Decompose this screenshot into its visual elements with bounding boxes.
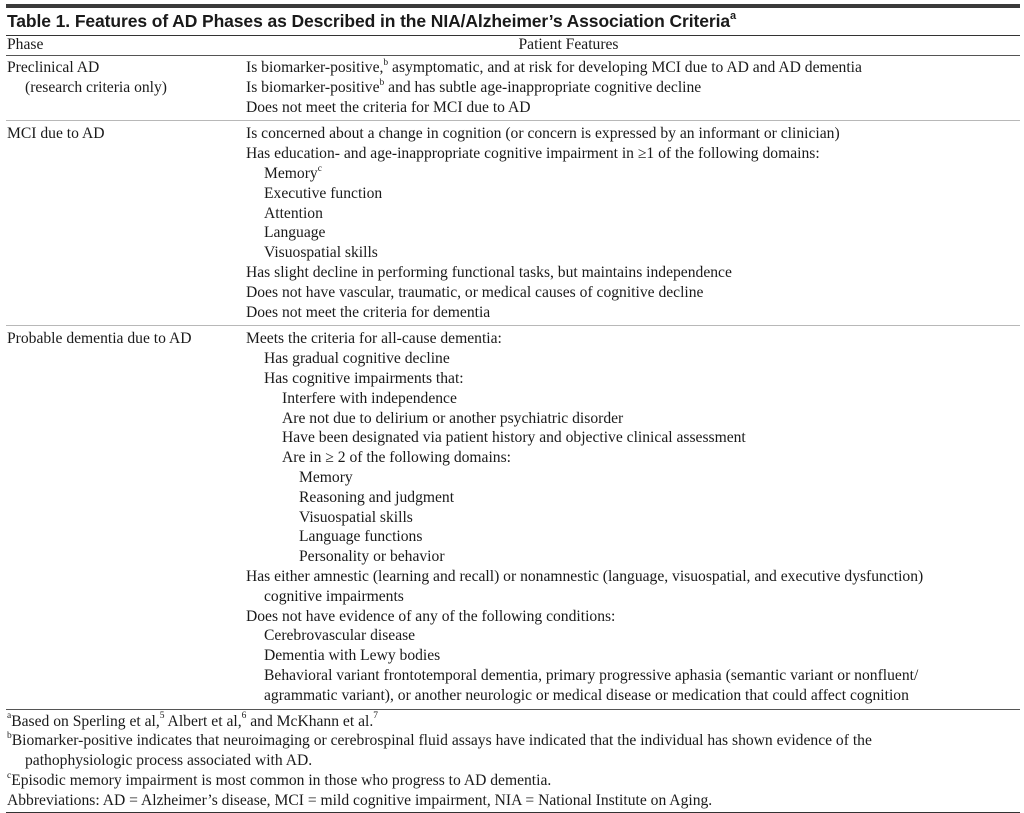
footnote-text: Albert et al, [164, 712, 242, 730]
phase-name: MCI due to AD [7, 125, 105, 143]
sub-feature: Has gradual cognitive decline [264, 350, 450, 368]
phase-cell [6, 58, 246, 117]
condition-item-continuation: agrammatic variant), or another neurologic or medical disease or medication that could affect cognition [264, 686, 909, 704]
table-footnotes [6, 710, 1020, 813]
impairment-item: Have been designated via patient history and objective clinical assessment [282, 429, 746, 447]
footnote-mark: c [7, 770, 12, 781]
condition-item: Cerebrovascular disease [264, 627, 416, 645]
feature-text: and has subtle age-inappropriate cognitive decline [384, 78, 702, 96]
feature-text: Is biomarker-positive, [246, 59, 384, 76]
table-row-preclinical [6, 56, 1020, 120]
footnote-b-continuation: pathophysiologic process associated with AD. [25, 752, 313, 770]
reference-mark: 7 [373, 711, 378, 722]
feature-line [246, 78, 1020, 98]
table-title [6, 8, 1020, 35]
header-features: Patient Features [518, 36, 619, 53]
domain-item: Attention [264, 204, 323, 222]
table-figure [6, 0, 1020, 813]
sub-feature: Has cognitive impairments that: [264, 369, 464, 387]
feature-line: Does not meet the criteria for MCI due to AD [246, 98, 531, 116]
feature-line [246, 58, 1020, 78]
header-row [6, 36, 1020, 55]
footnote-mark: a [7, 711, 12, 722]
condition-item: Dementia with Lewy bodies [264, 647, 441, 665]
phase-cell [6, 329, 246, 705]
footnote-text: Episodic memory impairment is most common in those who progress to AD dementia. [11, 771, 552, 789]
domain-item: Visuospatial skills [299, 508, 413, 526]
condition-item: Behavioral variant frontotemporal dementia, primary progressive aphasia (semantic variant or nonfluent/ [264, 666, 919, 684]
reference-mark: 6 [241, 711, 247, 722]
header-phase: Phase [7, 36, 44, 53]
features-cell [246, 58, 1020, 117]
phase-name: Probable dementia due to AD [7, 330, 192, 348]
feature-line: Meets the criteria for all-cause dementia: [246, 330, 502, 348]
footnote-mark: b [7, 731, 12, 742]
domain-item: Language functions [299, 528, 423, 546]
impairment-item: Are not due to delirium or another psychiatric disorder [282, 409, 624, 427]
domain-item: Memory [299, 468, 353, 486]
reference-mark: 5 [159, 711, 165, 722]
feature-line: Has either amnestic (learning and recall) or nonamnestic (language, visuospatial, and executive dysfunction) [246, 567, 924, 585]
phase-cell [6, 124, 246, 322]
table-row-probable-dementia [6, 326, 1020, 708]
impairment-item: Are in ≥ 2 of the following domains: [282, 449, 512, 467]
footnote-text: Biomarker-positive indicates that neuroimaging or cerebrospinal fluid assays have indicated that the individual has shown evidence of the [11, 732, 872, 750]
feature-line: Has education- and age-inappropriate cognitive impairment in ≥1 of the following domains: [246, 145, 820, 163]
feature-line: Has slight decline in performing functional tasks, but maintains independence [246, 263, 732, 281]
table-title-text: Table 1. Features of AD Phases as Described in the NIA/Alzheimer’s Association Criteria [7, 11, 730, 31]
features-cell [246, 124, 1020, 322]
footnote-c [6, 771, 1020, 791]
features-cell [246, 329, 1020, 705]
abbreviations: Abbreviations: AD = Alzheimer’s disease, MCI = mild cognitive impairment, NIA = National Institute on Aging. [7, 791, 713, 809]
domain-item: Executive function [264, 184, 383, 202]
domain-item: Personality or behavior [299, 548, 445, 566]
feature-line: Does not have vascular, traumatic, or medical causes of cognitive decline [246, 283, 704, 301]
footnote-a [6, 712, 1020, 732]
table-row-mci [6, 121, 1020, 325]
phase-qualifier: (research criteria only) [25, 78, 167, 96]
footnote-text: Based on Sperling et al, [11, 712, 160, 730]
domain-item: Visuospatial skills [264, 244, 378, 262]
footnote-mark: c [317, 163, 322, 174]
impairment-item: Interfere with independence [282, 389, 457, 407]
feature-line: Does not have evidence of any of the following conditions: [246, 607, 616, 625]
feature-line: Is concerned about a change in cognition (or concern is expressed by an informant or clinician) [246, 125, 840, 143]
feature-text: Is biomarker-positive [246, 78, 380, 96]
footnote-b [6, 731, 1020, 751]
feature-line: Does not meet the criteria for dementia [246, 303, 491, 321]
phase-name: Preclinical AD [7, 59, 100, 76]
footnote-text: and McKhann et al. [246, 712, 374, 730]
footnote-mark: b [383, 57, 389, 68]
feature-text: asymptomatic, and at risk for developing MCI due to AD and AD dementia [388, 59, 862, 76]
domain-item: Reasoning and judgment [299, 488, 455, 506]
feature-line-continuation: cognitive impairments [264, 587, 404, 605]
domain-item [246, 164, 1020, 184]
title-footnote-mark: a [729, 10, 736, 23]
footnote-mark: b [379, 77, 385, 88]
domain-text: Memory [264, 164, 318, 182]
domain-item: Language [264, 224, 326, 242]
